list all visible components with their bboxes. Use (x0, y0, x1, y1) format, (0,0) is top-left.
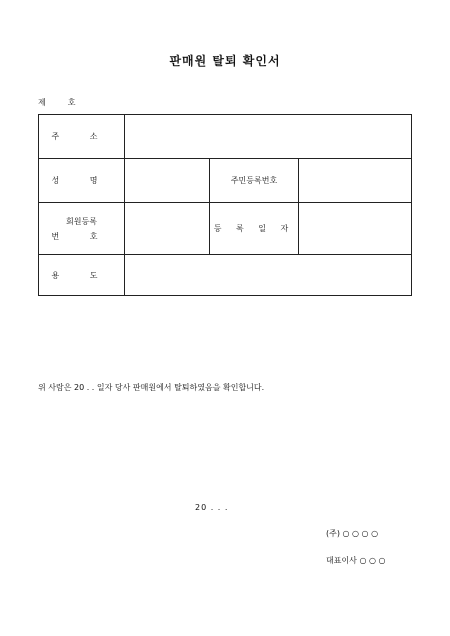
purpose-label: 용 도 (39, 255, 125, 296)
address-field[interactable] (125, 115, 412, 159)
registration-date-field[interactable] (299, 203, 412, 255)
resident-number-field[interactable] (299, 159, 412, 203)
name-label: 성 명 (39, 159, 125, 203)
document-number-label: 제 (38, 98, 46, 107)
member-registration-label-line2: 번 호 (51, 231, 112, 241)
confirmation-statement: 위 사람은 20 . . 일자 당사 판매원에서 탈퇴하였음을 확인합니다. (38, 383, 265, 392)
purpose-field[interactable] (125, 255, 412, 296)
registration-date-label: 등 록 일 자 (210, 203, 299, 255)
resident-number-label: 주민등록번호 (210, 159, 299, 203)
member-registration-label-line1: 회원등록 (66, 216, 97, 226)
member-registration-label (39, 203, 125, 255)
address-row (39, 115, 412, 159)
member-registration-row (39, 203, 412, 255)
document-title: 판매원 탈퇴 확인서 (169, 54, 281, 68)
company-name: (주) ○ ○ ○ ○ (326, 529, 379, 538)
ceo-signature-line: 대표이사 ○ ○ ○ (326, 556, 386, 565)
name-field[interactable] (125, 159, 210, 203)
issue-date: 20 . . . (195, 503, 229, 512)
purpose-row (39, 255, 412, 296)
document-number-line (38, 97, 75, 108)
name-row (39, 159, 412, 203)
member-registration-field[interactable] (125, 203, 210, 255)
confirmation-form-table (38, 114, 412, 296)
address-label: 주 소 (39, 115, 125, 159)
document-number-suffix: 호 (67, 98, 76, 107)
